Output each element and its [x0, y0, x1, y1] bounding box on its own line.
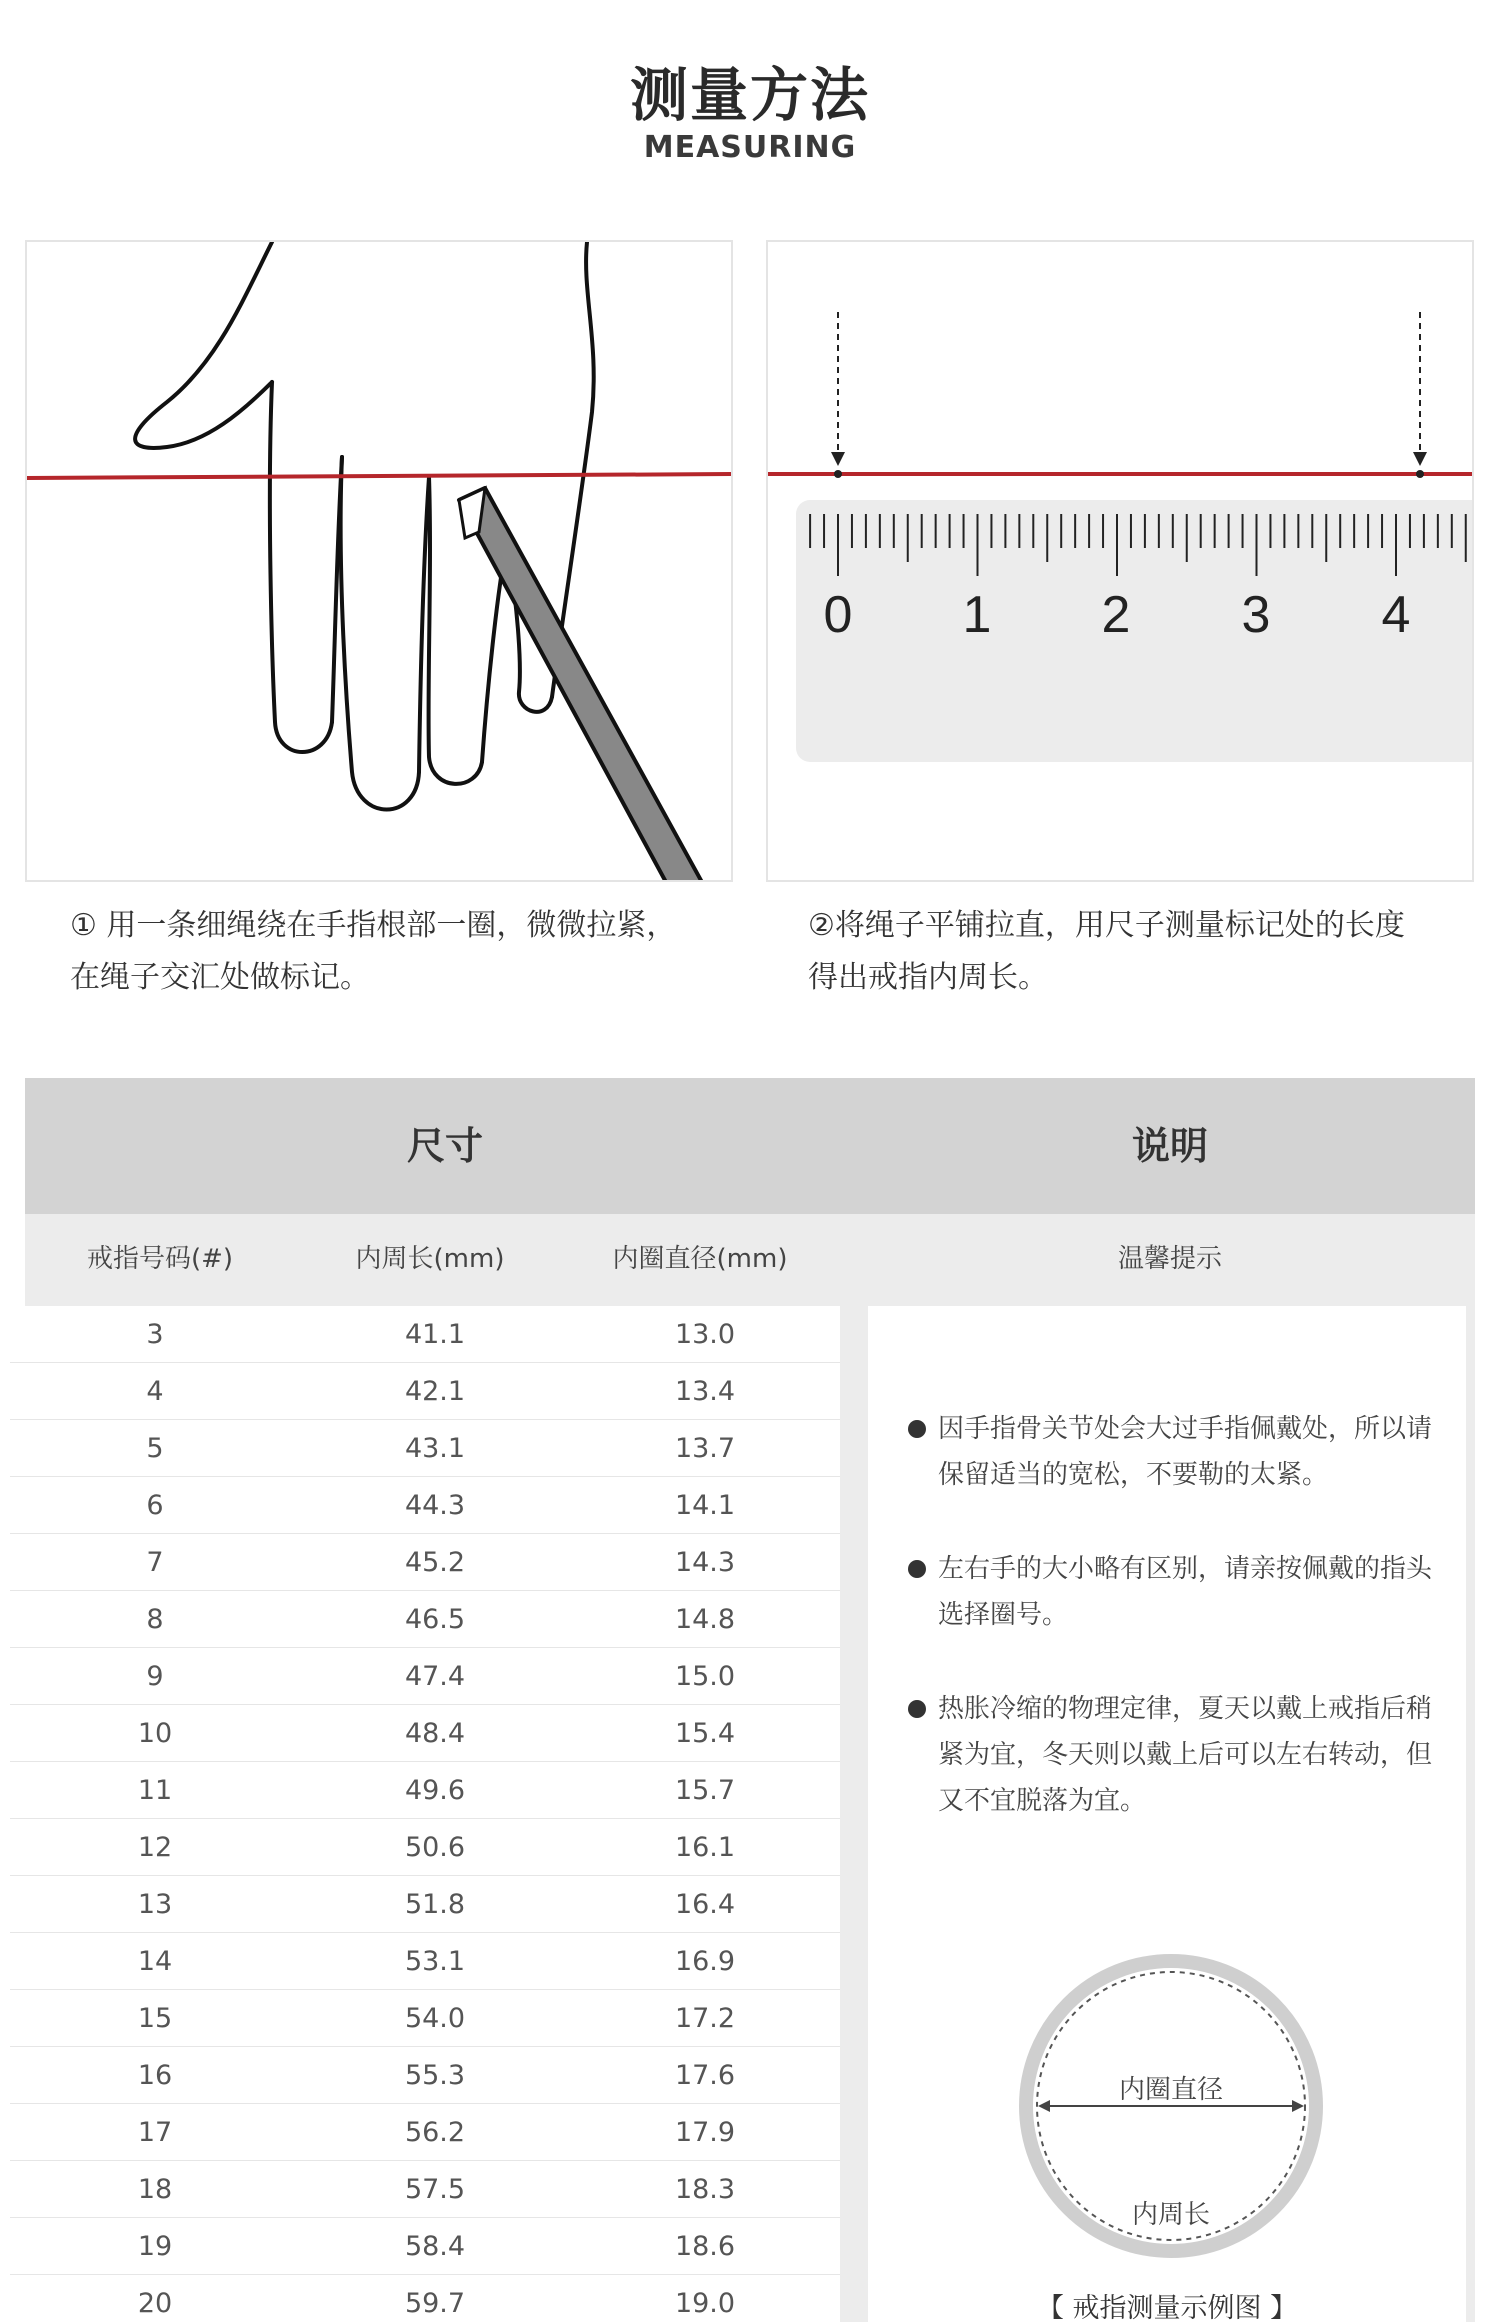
string-line: [27, 474, 733, 478]
cell-circ: 57.5: [404, 2174, 466, 2205]
step-1-line-1: ① 用一条细绳绕在手指根部一圈，微微拉紧，: [70, 908, 677, 943]
cell-circ: 53.1: [404, 1946, 466, 1977]
cell-diam: 17.9: [674, 2117, 736, 2148]
cell-diam: 14.8: [674, 1604, 736, 1635]
cell-diam: 15.4: [674, 1718, 736, 1749]
arrow-down-icon: [831, 452, 845, 466]
tip-item: [908, 1546, 1438, 1638]
step-1-line-2: 在绳子交汇处做标记。: [70, 960, 370, 995]
cell-circ: 43.1: [404, 1433, 466, 1464]
tips-panel: [868, 1306, 1466, 2322]
step-1-caption: [70, 900, 770, 1004]
cell-size: 10: [137, 1718, 173, 1749]
col-size: 戒指号码(#): [86, 1244, 234, 1274]
cell-size: 5: [146, 1433, 164, 1464]
tip-text: 左右手的大小略有区别，请亲按佩戴的指头选择圈号。: [938, 1554, 1433, 1630]
cell-size: 20: [137, 2288, 173, 2319]
ruler-label: 2: [1101, 586, 1131, 644]
table-row: [10, 1762, 840, 1819]
bullet-icon: [908, 1420, 926, 1438]
step-2-caption: [808, 900, 1500, 1004]
cell-circ: 58.4: [404, 2231, 466, 2262]
cell-size: 12: [137, 1832, 173, 1863]
cell-size: 16: [137, 2060, 173, 2091]
section-title: [0, 60, 1500, 166]
ruler-drawing-icon: [768, 242, 1474, 882]
pencil-icon: [459, 488, 703, 882]
table-row: [10, 1591, 840, 1648]
hand-illustration: [25, 240, 733, 882]
ring-diagram: [1016, 1951, 1326, 2261]
table-row: [10, 1306, 840, 1363]
ring-caption: 【 戒指测量示例图 】: [1036, 2293, 1298, 2322]
cell-circ: 54.0: [404, 2003, 466, 2034]
cell-diam: 16.4: [674, 1889, 736, 1920]
step-2-line-2: 得出戒指内周长。: [808, 960, 1048, 995]
title-cn: 测量方法: [629, 61, 870, 129]
table-row: [10, 1990, 840, 2047]
bullet-icon: [908, 1560, 926, 1578]
cell-size: 17: [137, 2117, 173, 2148]
cell-circ: 49.6: [404, 1775, 466, 1806]
cell-circ: 46.5: [404, 1604, 466, 1635]
title-en: MEASURING: [643, 130, 857, 165]
col-tip: 温馨提示: [1117, 1244, 1222, 1274]
cell-diam: 14.3: [674, 1547, 736, 1578]
table-row: [10, 2047, 840, 2104]
cell-size: 7: [146, 1547, 164, 1578]
cell-diam: 13.0: [674, 1319, 736, 1350]
cell-diam: 15.7: [674, 1775, 736, 1806]
table-header: [25, 1078, 1475, 1214]
cell-circ: 48.4: [404, 1718, 466, 1749]
table-row: [10, 1648, 840, 1705]
tip-item: [908, 1686, 1438, 1824]
cell-size: 11: [137, 1775, 173, 1806]
bullet-icon: [908, 1700, 926, 1718]
diameter-label: 内圈直径: [1118, 2075, 1223, 2105]
table-row: [10, 2218, 840, 2275]
ruler-label: 0: [823, 586, 853, 644]
cell-circ: 51.8: [404, 1889, 466, 1920]
cell-size: 18: [137, 2174, 173, 2205]
cell-size: 15: [137, 2003, 173, 2034]
table-row: [10, 1534, 840, 1591]
step-2-line-1: ②将绳子平铺拉直，用尺子测量标记处的长度: [808, 908, 1405, 943]
cell-diam: 19.0: [674, 2288, 736, 2319]
cell-diam: 16.9: [674, 1946, 736, 1977]
cell-circ: 55.3: [404, 2060, 466, 2091]
cell-size: 9: [146, 1661, 164, 1692]
hand-drawing-icon: [27, 242, 733, 882]
cell-diam: 15.0: [674, 1661, 736, 1692]
ruler-label: 4: [1381, 586, 1411, 644]
cell-size: 13: [137, 1889, 173, 1920]
circumference-label: 内周长: [1131, 2200, 1210, 2230]
cell-diam: 17.6: [674, 2060, 736, 2091]
cell-circ: 47.4: [404, 1661, 466, 1692]
cell-size: 3: [146, 1319, 164, 1350]
arrow-down-icon: [1413, 452, 1427, 466]
table-row: [10, 2104, 840, 2161]
col-circumference: 内周长(mm): [355, 1244, 505, 1274]
cell-size: 4: [146, 1376, 164, 1407]
cell-diam: 13.4: [674, 1376, 736, 1407]
tip-text: 热胀冷缩的物理定律，夏天以戴上戒指后稍紧为宜，冬天则以戴上后可以左右转动，但又不宜脱落为宜。: [938, 1694, 1433, 1816]
table-row: [10, 1420, 840, 1477]
cell-circ: 59.7: [404, 2288, 466, 2319]
table-row: [10, 1363, 840, 1420]
cell-circ: 44.3: [404, 1490, 466, 1521]
table-row: [10, 2161, 840, 2218]
cell-size: 8: [146, 1604, 164, 1635]
table-row: [10, 1933, 840, 1990]
cell-circ: 41.1: [404, 1319, 466, 1350]
ruler-label: 3: [1241, 586, 1271, 644]
table-row: [10, 1705, 840, 1762]
cell-circ: 56.2: [404, 2117, 466, 2148]
tip-text: 因手指骨关节处会大过手指佩戴处，所以请保留适当的宽松，不要勒的太紧。: [938, 1414, 1433, 1490]
cell-diam: 14.1: [674, 1490, 736, 1521]
cell-size: 6: [146, 1490, 164, 1521]
tip-item: [908, 1406, 1438, 1498]
cell-diam: 13.7: [674, 1433, 736, 1464]
cell-circ: 42.1: [404, 1376, 466, 1407]
header-note: 说明: [1131, 1124, 1208, 1168]
cell-diam: 17.2: [674, 2003, 736, 2034]
cell-size: 14: [137, 1946, 173, 1977]
header-size: 尺寸: [406, 1124, 483, 1168]
col-diameter: 内圈直径(mm): [612, 1244, 788, 1274]
cell-diam: 18.6: [674, 2231, 736, 2262]
ruler-body: [796, 500, 1474, 762]
ruler-label: 1: [962, 586, 992, 644]
cell-size: 19: [137, 2231, 173, 2262]
table-row: [10, 1477, 840, 1534]
table-row: [10, 2275, 840, 2322]
table-row: [10, 1819, 840, 1876]
table-row: [10, 1876, 840, 1933]
cell-circ: 50.6: [404, 1832, 466, 1863]
ruler-illustration: [766, 240, 1474, 882]
cell-circ: 45.2: [404, 1547, 466, 1578]
cell-diam: 16.1: [674, 1832, 736, 1863]
cell-diam: 18.3: [674, 2174, 736, 2205]
